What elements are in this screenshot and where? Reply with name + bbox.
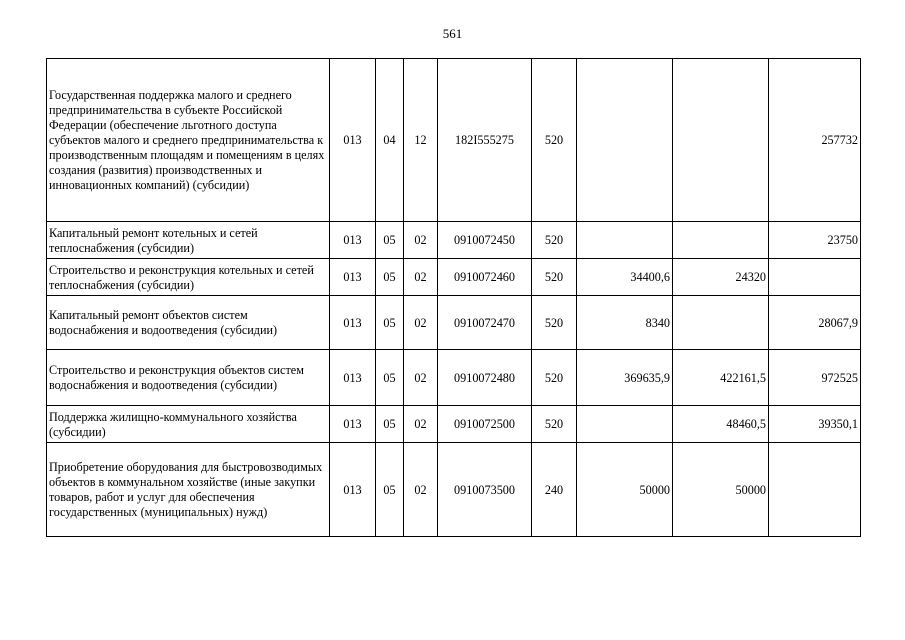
row-name: Капитальный ремонт котельных и сетей теплоснабжения (субсидии) bbox=[47, 222, 330, 259]
target-article-code: 182I555275 bbox=[438, 59, 532, 222]
section-code: 05 bbox=[376, 222, 404, 259]
amount-3 bbox=[769, 259, 861, 296]
amount-1: 369635,9 bbox=[577, 350, 673, 406]
table-body bbox=[47, 59, 861, 537]
row-name: Поддержка жилищно-коммунального хозяйства (субсидии) bbox=[47, 406, 330, 443]
row-name: Приобретение оборудования для быстровозводимых объектов в коммунальном хозяйстве (иные закупки товаров, работ и услуг для обеспечения государственных (муниципальных) нужд) bbox=[47, 443, 330, 537]
budget-table bbox=[46, 58, 861, 537]
amount-1: 50000 bbox=[577, 443, 673, 537]
table-row bbox=[47, 59, 861, 222]
subsection-code: 02 bbox=[404, 222, 438, 259]
subsection-code: 02 bbox=[404, 259, 438, 296]
row-name: Государственная поддержка малого и среднего предпринимательства в субъекте Российской Федерации (обеспечение льготного доступа субъектов малого и среднего предпринимательства к производственным площадям и помещениям в целях создания (развития) производственных и инновационных компаний) (субсидии) bbox=[47, 59, 330, 222]
expense-type-code: 520 bbox=[532, 296, 577, 350]
subsection-code: 12 bbox=[404, 59, 438, 222]
page-number: 561 bbox=[442, 26, 463, 41]
amount-2 bbox=[673, 59, 769, 222]
amount-1 bbox=[577, 222, 673, 259]
expense-type-code: 520 bbox=[532, 59, 577, 222]
table-row bbox=[47, 406, 861, 443]
ministry-code: 013 bbox=[330, 350, 376, 406]
table-row bbox=[47, 222, 861, 259]
amount-3: 23750 bbox=[769, 222, 861, 259]
target-article-code: 0910072480 bbox=[438, 350, 532, 406]
section-code: 04 bbox=[376, 59, 404, 222]
amount-2 bbox=[673, 296, 769, 350]
row-name: Строительство и реконструкция объектов систем водоснабжения и водоотведения (субсидии) bbox=[47, 350, 330, 406]
ministry-code: 013 bbox=[330, 259, 376, 296]
table-row bbox=[47, 350, 861, 406]
amount-2: 24320 bbox=[673, 259, 769, 296]
amount-2: 50000 bbox=[673, 443, 769, 537]
section-code: 05 bbox=[376, 350, 404, 406]
target-article-code: 0910072500 bbox=[438, 406, 532, 443]
amount-2: 48460,5 bbox=[673, 406, 769, 443]
subsection-code: 02 bbox=[404, 296, 438, 350]
target-article-code: 0910072460 bbox=[438, 259, 532, 296]
expense-type-code: 520 bbox=[532, 350, 577, 406]
ministry-code: 013 bbox=[330, 222, 376, 259]
subsection-code: 02 bbox=[404, 443, 438, 537]
amount-1: 8340 bbox=[577, 296, 673, 350]
amount-2 bbox=[673, 222, 769, 259]
section-code: 05 bbox=[376, 259, 404, 296]
amount-1 bbox=[577, 59, 673, 222]
row-name: Строительство и реконструкция котельных и сетей теплоснабжения (субсидии) bbox=[47, 259, 330, 296]
amount-3 bbox=[769, 443, 861, 537]
amount-3: 257732 bbox=[769, 59, 861, 222]
table-row bbox=[47, 443, 861, 537]
subsection-code: 02 bbox=[404, 350, 438, 406]
table-row bbox=[47, 296, 861, 350]
expense-type-code: 520 bbox=[532, 222, 577, 259]
amount-3: 28067,9 bbox=[769, 296, 861, 350]
section-code: 05 bbox=[376, 443, 404, 537]
amount-2: 422161,5 bbox=[673, 350, 769, 406]
ministry-code: 013 bbox=[330, 296, 376, 350]
amount-1 bbox=[577, 406, 673, 443]
amount-3: 972525 bbox=[769, 350, 861, 406]
section-code: 05 bbox=[376, 406, 404, 443]
expense-type-code: 520 bbox=[532, 259, 577, 296]
section-code: 05 bbox=[376, 296, 404, 350]
amount-1: 34400,6 bbox=[577, 259, 673, 296]
expense-type-code: 240 bbox=[532, 443, 577, 537]
amount-3: 39350,1 bbox=[769, 406, 861, 443]
target-article-code: 0910072450 bbox=[438, 222, 532, 259]
expense-type-code: 520 bbox=[532, 406, 577, 443]
target-article-code: 0910073500 bbox=[438, 443, 532, 537]
ministry-code: 013 bbox=[330, 443, 376, 537]
subsection-code: 02 bbox=[404, 406, 438, 443]
table-row bbox=[47, 259, 861, 296]
ministry-code: 013 bbox=[330, 406, 376, 443]
target-article-code: 0910072470 bbox=[438, 296, 532, 350]
ministry-code: 013 bbox=[330, 59, 376, 222]
row-name: Капитальный ремонт объектов систем водоснабжения и водоотведения (субсидии) bbox=[47, 296, 330, 350]
